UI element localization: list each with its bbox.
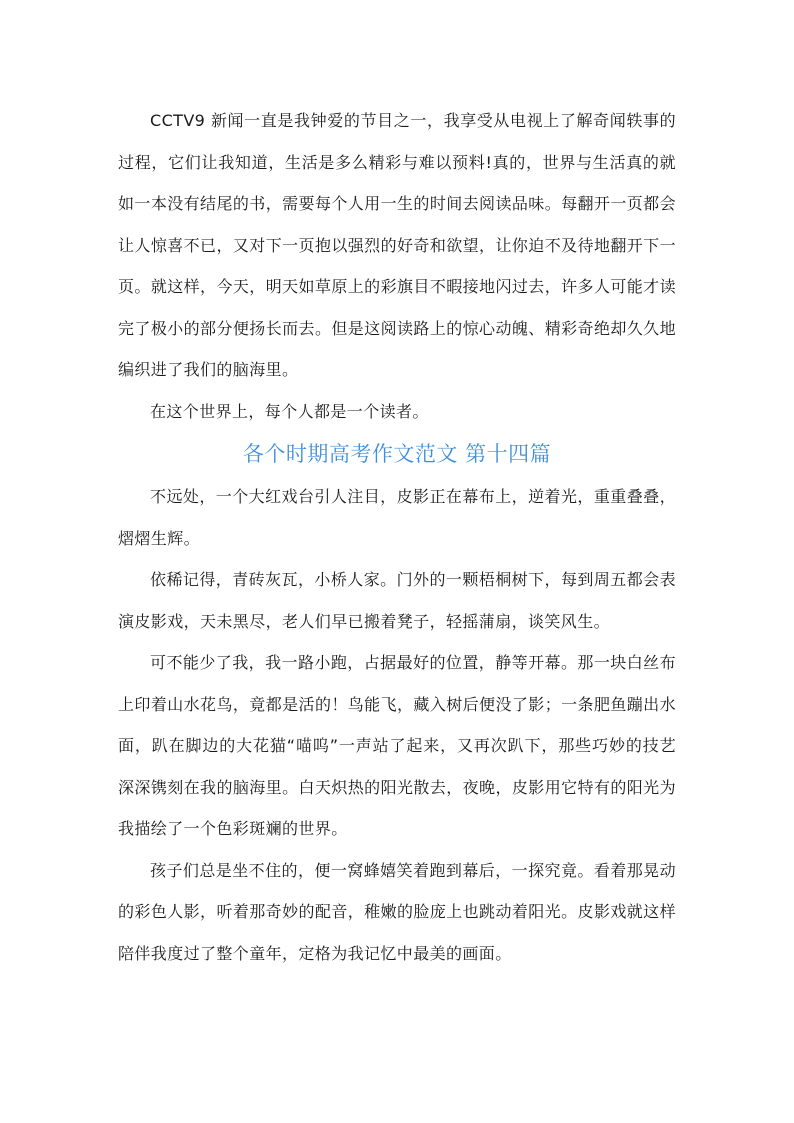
section-heading: 各个时期高考作文范文 第十四篇	[242, 442, 552, 466]
paragraph-performance: 可不能少了我，我一路小跑，占据最好的位置，静等开幕。那一块白丝布上印着山水花鸟，竟都是活的！鸟能飞，藏入树后便没了影；一条肥鱼蹦出水面，趴在脚边的大花猫“喵呜”一声站了起来，又再次趴下，那些巧妙的技艺深深镌刻在我的脑海里。白天炽热的阳光散去，夜晚，皮影用它特有的阳光为我描绘了一个色彩斑斓的世界。	[118, 653, 676, 838]
document-page	[118, 100, 676, 974]
paragraph-stage: 不远处，一个大红戏台引人注目，皮影正在幕布上，逆着光，重重叠叠，熠熠生辉。	[118, 487, 676, 548]
paragraph-memory: 依稀记得，青砖灰瓦，小桥人家。门外的一颗梧桐树下，每到周五都会表演皮影戏，天未黑尽，老人们早已搬着凳子，轻摇蒲扇，谈笑风生。	[118, 570, 676, 631]
paragraph-children: 孩子们总是坐不住的，便一窝蜂嬉笑着跑到幕后，一探究竟。看着那晃动的彩色人影，听着那奇妙的配音，稚嫩的脸庞上也跳动着阳光。皮影戏就这样陪伴我度过了整个童年，定格为我记忆中最美的画面。	[118, 860, 676, 963]
paragraph-reader: 在这个世界上，每个人都是一个读者。	[150, 401, 429, 421]
paragraph-cctv9: CCTV9 新闻一直是我钟爱的节目之一，我享受从电视上了解奇闻轶事的过程，它们让我知道，生活是多么精彩与难以预料!真的，世界与生活真的就如一本没有结尾的书，需要每个人用一生的时间去阅读品味。每翻开一页都会让人惊喜不已，又对下一页抱以强烈的好奇和欲望，让你迫不及待地翻开下一页。就这样，今天，明天如草原上的彩旗目不暇接地闪过去，许多人可能才读完了极小的部分便扬长而去。但是这阅读路上的惊心动魄、精彩奇绝却久久地编织进了我们的脑海里。	[118, 111, 676, 379]
